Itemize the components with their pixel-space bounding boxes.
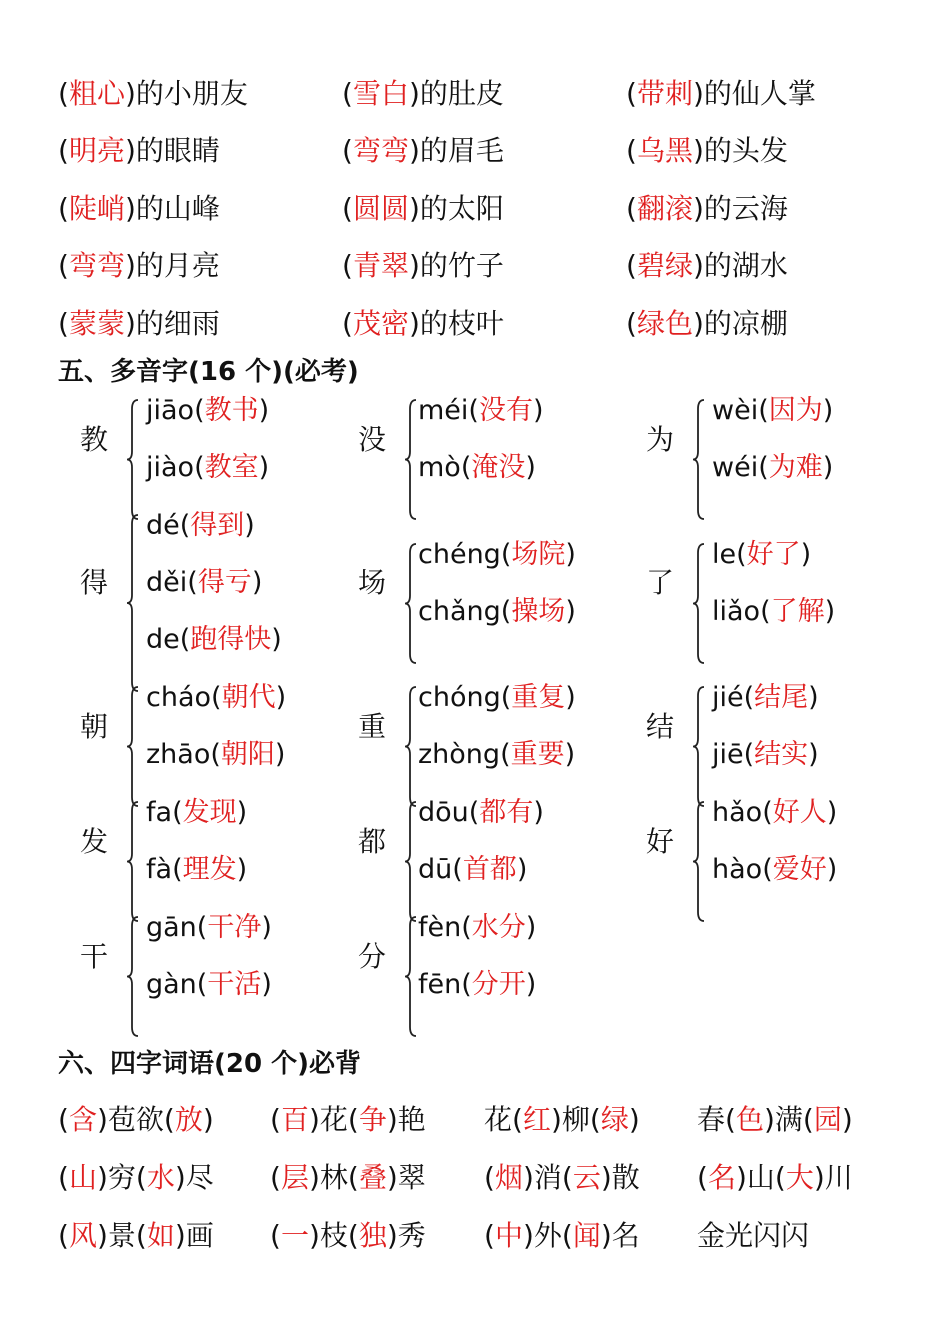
example-word: 重复: [511, 682, 566, 713]
phrase-tail: 的眼睛: [135, 134, 220, 167]
polyphone-character: 发: [80, 824, 109, 858]
idiom-item: [270, 1158, 426, 1198]
idiom-text: (: [484, 1219, 495, 1252]
phrase-item: (粗心)的小朋友: [58, 77, 248, 110]
example-word: 得到: [190, 510, 245, 541]
answer-word: 绿色: [636, 307, 693, 340]
idiom-text: )尽: [174, 1161, 214, 1194]
answer-word: 弯弯: [352, 134, 409, 167]
polyphone-character: 结: [646, 709, 675, 743]
pinyin-reading: jié(结尾): [712, 682, 819, 713]
idiom-item: [697, 1158, 853, 1198]
pinyin: hào: [712, 854, 763, 885]
answer-word: 茂密: [352, 307, 409, 340]
pinyin-reading: děi(得亏): [146, 567, 263, 598]
idiom-answer-char: 放: [174, 1103, 203, 1136]
answer-word: 明亮: [68, 134, 125, 167]
phrase-tail: 的山峰: [135, 192, 220, 225]
phrase-item: (明亮)的眼睛: [58, 134, 220, 167]
idiom-text: 花(: [484, 1103, 523, 1136]
idiom-item: [484, 1158, 640, 1198]
idiom-answer-char: 园: [813, 1103, 842, 1136]
phrase-item: (乌黑)的头发: [626, 134, 788, 167]
pinyin-reading: zhāo(朝阳): [146, 739, 286, 770]
phrase-item: (圆圆)的太阳: [342, 192, 504, 225]
example-word: 爱好: [772, 854, 827, 885]
idiom-item: [697, 1216, 809, 1256]
answer-word: 乌黑: [636, 134, 693, 167]
idiom-answer-char: 红: [522, 1103, 551, 1136]
pinyin-reading: dū(首都): [418, 854, 528, 885]
curly-brace-icon: [404, 801, 418, 922]
phrase-tail: 的肚皮: [419, 77, 504, 110]
curly-brace-icon: [692, 686, 706, 807]
idiom-text: ): [202, 1103, 214, 1136]
pinyin: gàn: [146, 969, 197, 1000]
answer-word: 碧绿: [636, 249, 693, 282]
phrase-tail: 的仙人掌: [703, 77, 816, 110]
curly-brace-icon: [126, 514, 140, 692]
example-word: 为难: [768, 452, 823, 483]
pinyin: chóng: [418, 682, 501, 713]
idiom-answer-char: 叠: [358, 1161, 387, 1194]
curly-brace-icon: [404, 399, 418, 520]
phrase-tail: 的细雨: [135, 307, 220, 340]
phrase-item: (陡峭)的山峰: [58, 192, 220, 225]
pinyin-reading: hào(爱好): [712, 854, 838, 885]
pinyin: mò: [418, 452, 461, 483]
idiom-text: )散: [600, 1161, 640, 1194]
idiom-answer-char: 绿: [600, 1103, 629, 1136]
pinyin-reading: fèn(水分): [418, 912, 537, 943]
idiom-item: [58, 1216, 214, 1256]
pinyin: cháo: [146, 682, 212, 713]
idiom-answer-char: 如: [146, 1219, 175, 1252]
curly-brace-icon: [404, 686, 418, 807]
curly-brace-icon: [404, 543, 418, 664]
pinyin-reading: fa(发现): [146, 797, 248, 828]
idiom-text: )枝(: [308, 1219, 359, 1252]
pinyin: jié: [712, 682, 744, 713]
pinyin-reading: fēn(分开): [418, 969, 537, 1000]
example-word: 跑得快: [190, 624, 272, 655]
idiom-answer-char: 云: [572, 1161, 601, 1194]
idiom-text: (: [58, 1103, 69, 1136]
idiom-text: ): [628, 1103, 640, 1136]
idiom-text: )名: [600, 1219, 640, 1252]
answer-word: 翻滚: [636, 192, 693, 225]
idiom-text: (: [58, 1219, 69, 1252]
phrase-tail: 的月亮: [135, 249, 220, 282]
idiom-answer-char: 风: [68, 1219, 97, 1252]
curly-brace-icon: [692, 801, 706, 922]
pinyin-reading: dé(得到): [146, 510, 255, 541]
example-word: 干活: [207, 969, 262, 1000]
pinyin: dū: [418, 854, 453, 885]
example-word: 结实: [754, 739, 809, 770]
idiom-text: (: [270, 1103, 281, 1136]
pinyin-reading: jiē(结实): [712, 739, 819, 770]
pinyin-reading: chéng(场院): [418, 538, 576, 570]
idiom-text: (: [270, 1161, 281, 1194]
example-word: 因为: [768, 395, 823, 426]
idiom-answer-char: 名: [707, 1161, 736, 1194]
pinyin: chéng: [418, 538, 501, 570]
idiom-text: )山(: [735, 1161, 786, 1194]
polyphone-character: 教: [80, 422, 109, 456]
phrase-tail: 的枝叶: [419, 307, 504, 340]
phrase-tail: 的太阳: [419, 192, 504, 225]
example-word: 分开: [471, 969, 526, 1000]
example-word: 朝阳: [220, 739, 275, 770]
idiom-text: (: [270, 1219, 281, 1252]
idiom-text: ): [841, 1103, 853, 1136]
phrase-tail: 的眉毛: [419, 134, 504, 167]
idiom-item: [58, 1100, 214, 1140]
answer-word: 圆圆: [352, 192, 409, 225]
curly-brace-icon: [126, 916, 140, 1037]
idiom-item: [270, 1100, 426, 1140]
idiom-text: )川: [813, 1161, 853, 1194]
pinyin: jiē: [712, 739, 744, 770]
pinyin-reading: jiāo(教书): [146, 395, 270, 426]
idiom-text: )柳(: [550, 1103, 601, 1136]
pinyin-reading: gān(干净): [146, 912, 272, 943]
polyphone-character: 重: [358, 709, 387, 743]
idiom-text: )艳: [386, 1103, 426, 1136]
idiom-answer-char: 百: [280, 1103, 309, 1136]
phrase-item: (蒙蒙)的细雨: [58, 307, 220, 340]
example-word: 了解: [770, 595, 825, 627]
polyphone-character: 干: [80, 939, 109, 973]
answer-word: 陡峭: [68, 192, 125, 225]
pinyin-reading: méi(没有): [418, 395, 544, 426]
pinyin: de: [146, 624, 180, 655]
example-word: 重要: [510, 739, 565, 770]
idiom-text: (: [697, 1161, 708, 1194]
phrase-item: (翻滚)的云海: [626, 192, 788, 225]
pinyin: jiāo: [146, 395, 195, 426]
example-word: 水分: [471, 912, 526, 943]
example-word: 场院: [511, 538, 566, 570]
curly-brace-icon: [126, 801, 140, 922]
polyphone-character: 好: [646, 824, 675, 858]
phrase-tail: 的凉棚: [703, 307, 788, 340]
idiom-text: (: [58, 1161, 69, 1194]
phrase-item: (弯弯)的眉毛: [342, 134, 504, 167]
pinyin-reading: chóng(重复): [418, 682, 576, 713]
idiom-text: )消(: [522, 1161, 573, 1194]
pinyin: le: [712, 538, 737, 570]
pinyin: dōu: [418, 797, 469, 828]
idiom-answer-char: 烟: [494, 1161, 523, 1194]
answer-word: 弯弯: [68, 249, 125, 282]
idiom-item: [484, 1100, 640, 1140]
idiom-answer-char: 一: [280, 1219, 309, 1252]
pinyin: liǎo: [712, 595, 761, 627]
curly-brace-icon: [126, 399, 140, 520]
polyphone-character: 为: [646, 422, 675, 456]
phrase-tail: 的云海: [703, 192, 788, 225]
curly-brace-icon: [692, 399, 706, 520]
idiom-answer-char: 山: [68, 1161, 97, 1194]
pinyin-reading: dōu(都有): [418, 797, 544, 828]
pinyin: wéi: [712, 452, 759, 483]
idiom-text: )秀: [386, 1219, 426, 1252]
idiom-text: )林(: [308, 1161, 359, 1194]
idiom-answer-char: 色: [735, 1103, 764, 1136]
pinyin-reading: gàn(干活): [146, 969, 272, 1000]
polyphone-character: 都: [358, 824, 387, 858]
example-word: 淹没: [471, 452, 526, 483]
idiom-item: [697, 1100, 853, 1140]
pinyin: gān: [146, 912, 197, 943]
example-word: 理发: [182, 854, 237, 885]
curly-brace-icon: [404, 916, 418, 1037]
curly-brace-icon: [692, 543, 706, 664]
pinyin-reading: chǎng(操场): [418, 595, 576, 627]
example-word: 好了: [746, 538, 801, 570]
pinyin-reading: zhòng(重要): [418, 739, 576, 770]
pinyin: zhāo: [146, 739, 211, 770]
phrase-item: (雪白)的肚皮: [342, 77, 504, 110]
phrase-item: (弯弯)的月亮: [58, 249, 220, 282]
example-word: 好人: [772, 797, 827, 828]
pinyin-reading: wèi(因为): [712, 395, 834, 426]
idiom-text: )画: [174, 1219, 214, 1252]
pinyin: hǎo: [712, 797, 763, 828]
phrase-tail: 的湖水: [703, 249, 788, 282]
example-word: 首都: [462, 854, 517, 885]
polyphone-character: 朝: [80, 709, 109, 743]
example-word: 发现: [182, 797, 237, 828]
phrase-item: (绿色)的凉棚: [626, 307, 788, 340]
idiom-text: )苞欲(: [96, 1103, 175, 1136]
pinyin: děi: [146, 567, 188, 598]
idiom-answer-char: 层: [280, 1161, 309, 1194]
idiom-text: )满(: [763, 1103, 814, 1136]
pinyin-reading: cháo(朝代): [146, 682, 287, 713]
section-5-heading: 五、多音字(16 个)(必考): [58, 357, 359, 387]
polyphone-character: 了: [646, 566, 675, 599]
pinyin: wèi: [712, 395, 759, 426]
idiom-answer-char: 中: [494, 1219, 523, 1252]
pinyin: fa: [146, 797, 173, 828]
pinyin: méi: [418, 395, 469, 426]
pinyin: chǎng: [418, 595, 501, 627]
pinyin: fèn: [418, 912, 462, 943]
idiom-text: )花(: [308, 1103, 359, 1136]
answer-word: 雪白: [352, 77, 409, 110]
idiom-text: )外(: [522, 1219, 573, 1252]
example-word: 没有: [478, 395, 533, 426]
pinyin-reading: hǎo(好人): [712, 797, 838, 828]
example-word: 教书: [204, 395, 259, 426]
pinyin-reading: wéi(为难): [712, 452, 834, 483]
pinyin: dé: [146, 510, 180, 541]
example-word: 干净: [207, 912, 262, 943]
idiom-answer-char: 闻: [572, 1219, 601, 1252]
answer-word: 带刺: [636, 77, 693, 110]
pinyin-reading: mò(淹没): [418, 452, 536, 483]
idiom-answer-char: 含: [68, 1103, 97, 1136]
idiom-text: 春(: [697, 1103, 736, 1136]
idiom-text: )穷(: [96, 1161, 147, 1194]
idiom-answer-char: 水: [146, 1161, 175, 1194]
idiom-item: [270, 1216, 426, 1256]
answer-word: 粗心: [68, 77, 125, 110]
pinyin-reading: jiào(教室): [146, 452, 270, 483]
pinyin-reading: le(好了): [712, 538, 812, 570]
answer-word: 青翠: [352, 249, 409, 282]
example-word: 教室: [204, 452, 259, 483]
pinyin: zhòng: [418, 739, 501, 770]
phrase-tail: 的头发: [703, 134, 788, 167]
pinyin-reading: fà(理发): [146, 854, 248, 885]
curly-brace-icon: [126, 686, 140, 807]
phrase-tail: 的竹子: [419, 249, 504, 282]
idiom-text: (: [484, 1161, 495, 1194]
pinyin: jiào: [146, 452, 195, 483]
idiom-item: [484, 1216, 640, 1256]
answer-word: 蒙蒙: [68, 307, 125, 340]
idiom-text: )景(: [96, 1219, 147, 1252]
phrase-item: (碧绿)的湖水: [626, 249, 788, 282]
example-word: 结尾: [754, 682, 809, 713]
phrase-item: (茂密)的枝叶: [342, 307, 504, 340]
pinyin: fà: [146, 854, 173, 885]
idiom-text: )翠: [386, 1161, 426, 1194]
idiom-answer-char: 独: [358, 1219, 387, 1252]
polyphone-character: 没: [358, 422, 387, 456]
polyphone-character: 分: [358, 939, 387, 973]
idiom-item: [58, 1158, 214, 1198]
section-6-heading: 六、四字词语(20 个)必背: [58, 1049, 361, 1079]
idiom-answer-char: 大: [785, 1161, 814, 1194]
pinyin-reading: de(跑得快): [146, 624, 282, 655]
example-word: 操场: [511, 595, 566, 627]
phrase-tail: 的小朋友: [135, 77, 248, 110]
polyphone-character: 得: [80, 566, 109, 599]
idiom-text: 金光闪闪: [697, 1219, 810, 1252]
phrase-item: (青翠)的竹子: [342, 249, 504, 282]
example-word: 都有: [479, 797, 534, 828]
example-word: 朝代: [221, 682, 276, 713]
pinyin: fēn: [418, 969, 462, 1000]
example-word: 得亏: [197, 567, 252, 598]
idiom-answer-char: 争: [358, 1103, 387, 1136]
polyphone-character: 场: [358, 566, 387, 599]
pinyin-reading: liǎo(了解): [712, 595, 836, 627]
phrase-item: (带刺)的仙人掌: [626, 77, 816, 110]
